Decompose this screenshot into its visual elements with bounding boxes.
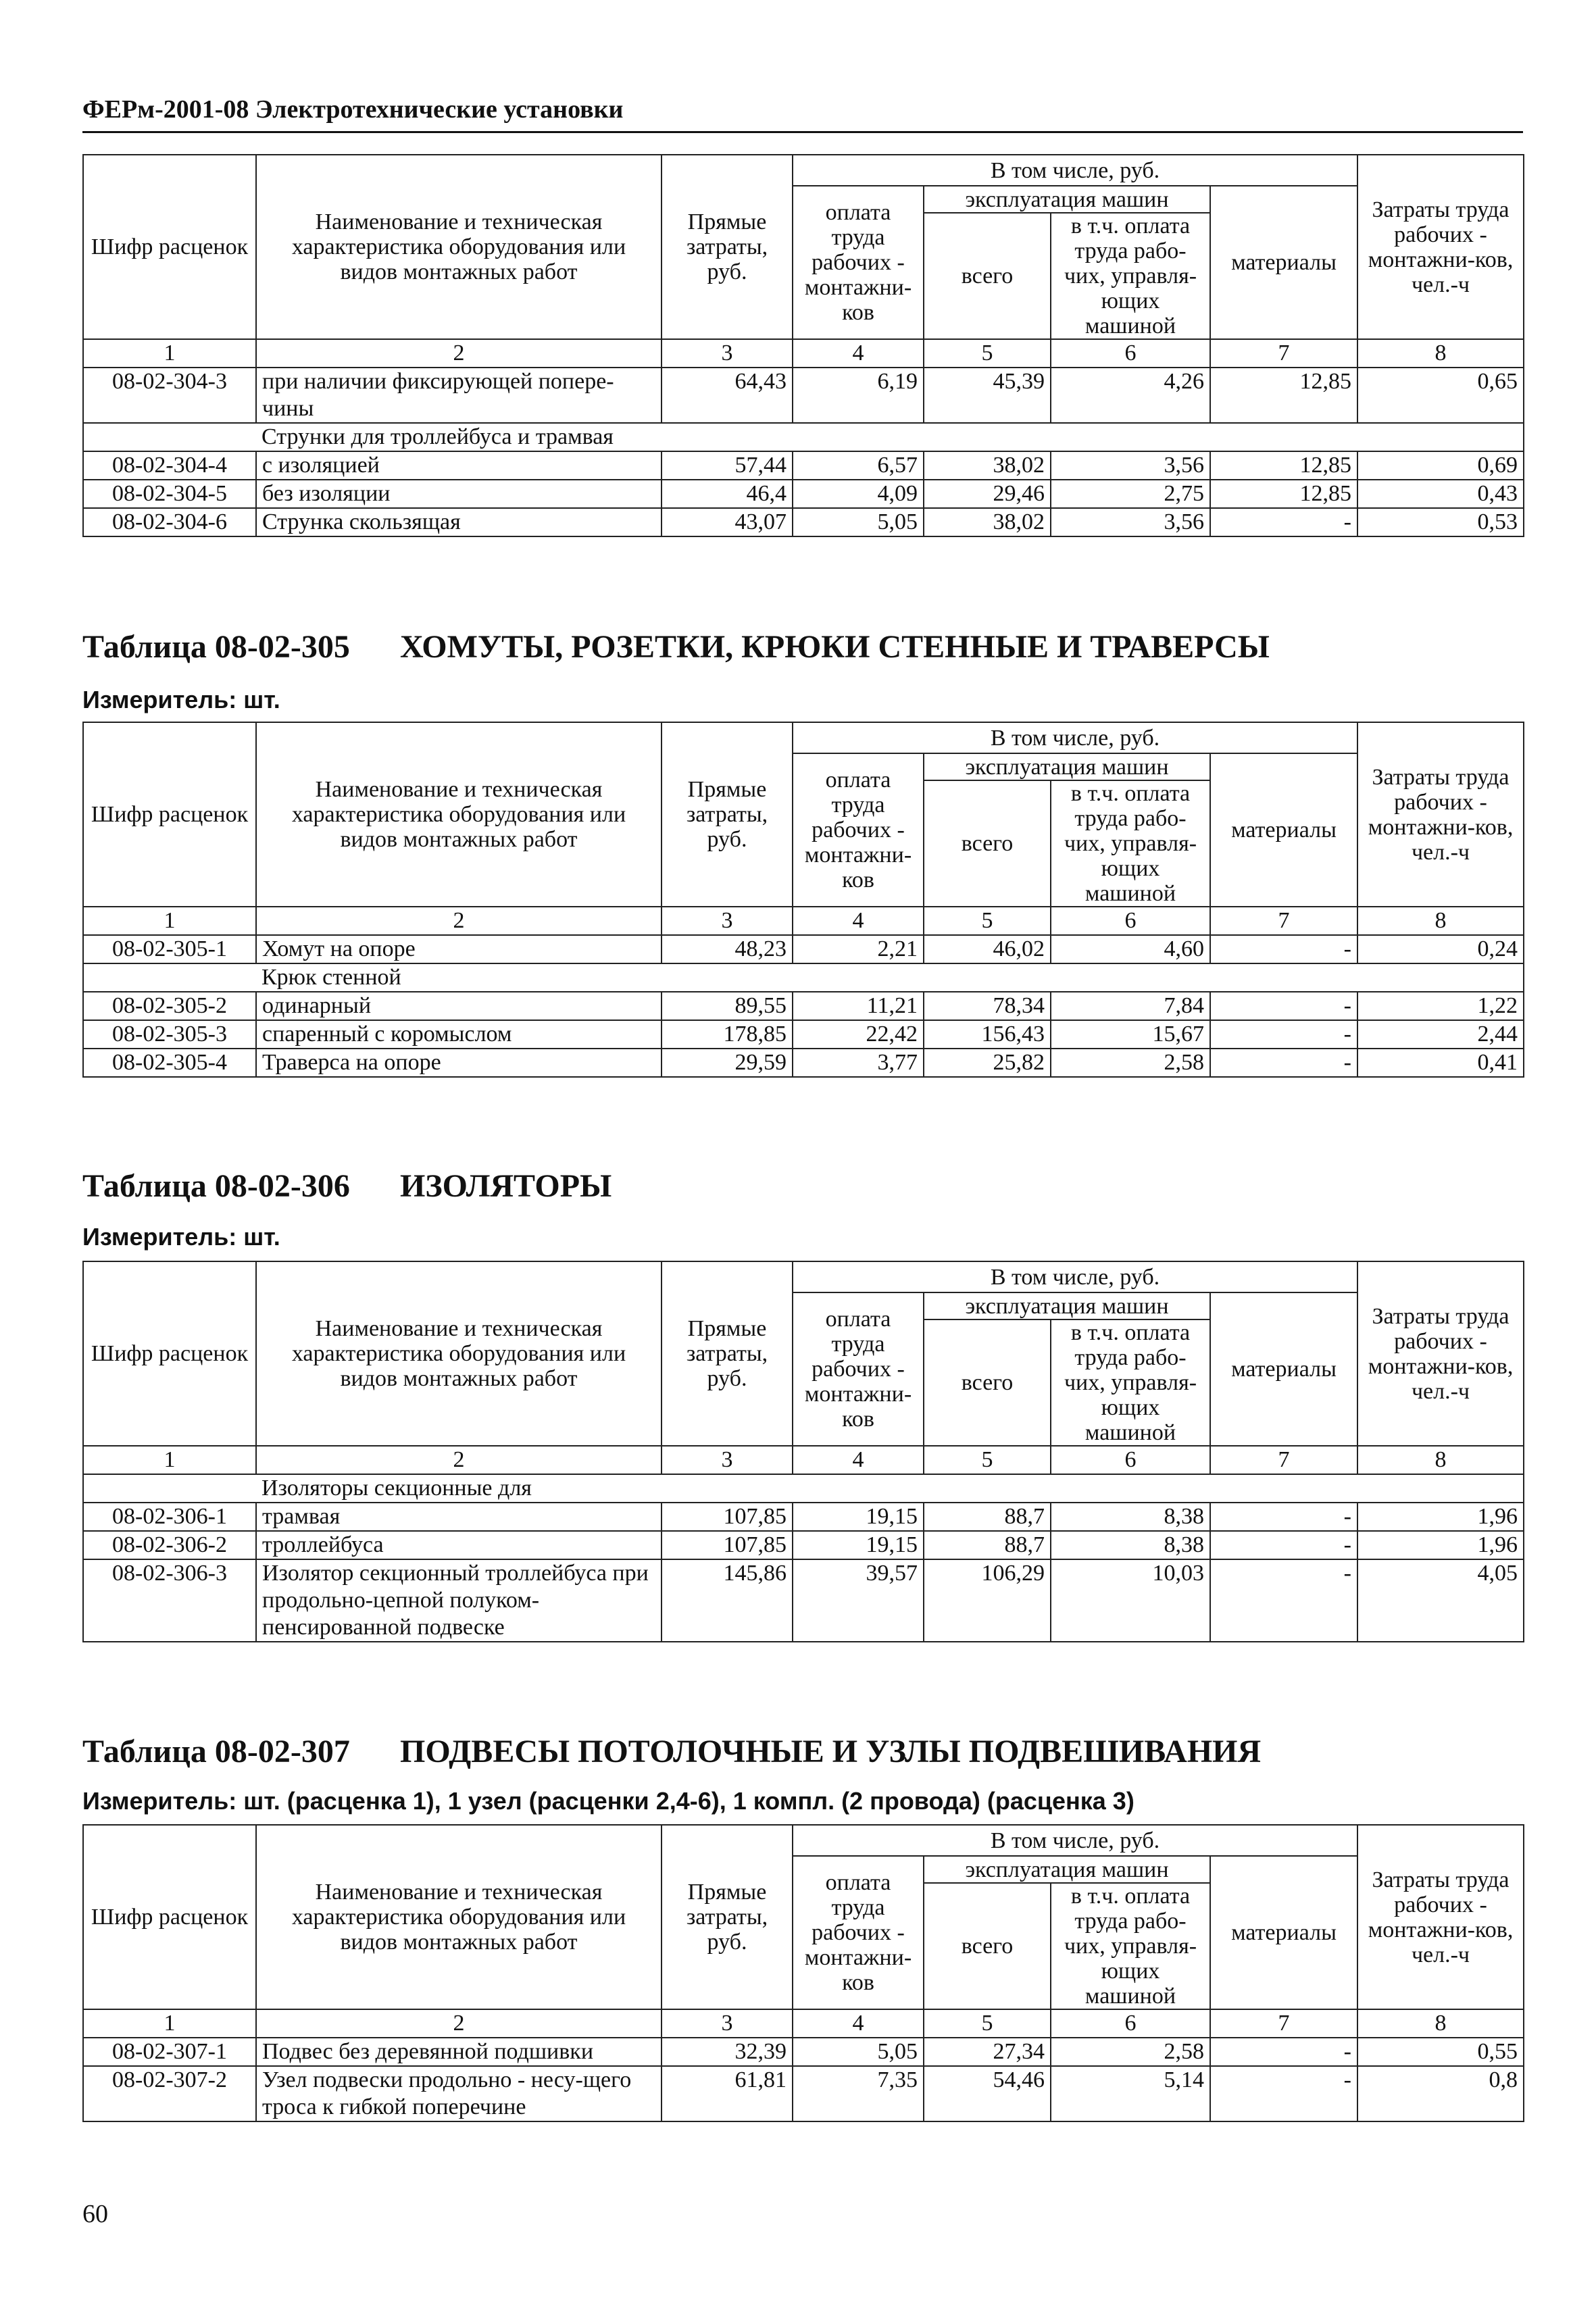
- header-code: Шифр расценок: [83, 1825, 256, 2009]
- header-labor-costs: Затраты труда рабочих - монтажни-ков, чел.-ч: [1357, 155, 1524, 339]
- header-code: Шифр расценок: [83, 722, 256, 907]
- column-number: 5: [924, 339, 1051, 368]
- table-name: ИЗОЛЯТОРЫ: [400, 1168, 612, 1204]
- header-materials: материалы: [1210, 753, 1357, 907]
- direct-costs: 107,85: [662, 1531, 793, 1559]
- machine-total: 45,39: [924, 368, 1051, 423]
- machine-wages: 8,38: [1051, 1531, 1210, 1559]
- column-number: 1: [83, 2009, 256, 2038]
- table-row: [83, 2038, 1524, 2066]
- group-row: [83, 963, 1524, 992]
- column-number: 4: [793, 339, 924, 368]
- wages-value: 7,35: [793, 2066, 924, 2121]
- labor-value: 0,8: [1357, 2066, 1524, 2121]
- column-number: 2: [256, 2009, 662, 2038]
- header-machine-operation: эксплуатация машин: [924, 186, 1210, 213]
- labor-value: 1,96: [1357, 1503, 1524, 1531]
- header-name: Наименование и техническая характеристика оборудования или видов монтажных работ: [256, 1261, 662, 1446]
- labor-value: 0,41: [1357, 1049, 1524, 1077]
- rate-name: с изоляцией: [256, 451, 662, 480]
- table-row: [83, 1020, 1524, 1049]
- column-number: 3: [662, 907, 793, 935]
- machine-wages: 5,14: [1051, 2066, 1210, 2121]
- machine-wages: 2,75: [1051, 480, 1210, 508]
- rate-name: Подвес без деревянной подшивки: [256, 2038, 662, 2066]
- rate-name: Струнка скользящая: [256, 508, 662, 536]
- labor-value: 0,24: [1357, 935, 1524, 963]
- group-spacer: [83, 963, 256, 992]
- materials-value: -: [1210, 2066, 1357, 2121]
- table-title-306: [82, 1167, 612, 1205]
- table-row: [83, 1531, 1524, 1559]
- header-code: Шифр расценок: [83, 1261, 256, 1446]
- header-including: В том числе, руб.: [793, 722, 1357, 753]
- machine-total: 106,29: [924, 1559, 1051, 1642]
- header-machine-wages: в т.ч. оплата труда рабо-чих, управля-ющих машиной: [1051, 213, 1210, 339]
- measure-unit: Измеритель: шт. (расценка 1), 1 узел (расценки 2,4-6), 1 компл. (2 провода) (расценка 3): [82, 1787, 1134, 1815]
- machine-wages: 10,03: [1051, 1559, 1210, 1642]
- rate-code: 08-02-304-3: [83, 368, 256, 423]
- column-number: 3: [662, 1446, 793, 1474]
- rate-name: троллейбуса: [256, 1531, 662, 1559]
- wages-value: 5,05: [793, 508, 924, 536]
- materials-value: -: [1210, 1503, 1357, 1531]
- direct-costs: 43,07: [662, 508, 793, 536]
- direct-costs: 32,39: [662, 2038, 793, 2066]
- column-number: 2: [256, 339, 662, 368]
- header-including: В том числе, руб.: [793, 1825, 1357, 1856]
- wages-value: 4,09: [793, 480, 924, 508]
- labor-value: 4,05: [1357, 1559, 1524, 1642]
- materials-value: -: [1210, 2038, 1357, 2066]
- rate-name: без изоляции: [256, 480, 662, 508]
- table-row: [83, 480, 1524, 508]
- column-number: 8: [1357, 907, 1524, 935]
- header-direct-costs: Прямые затраты, руб.: [662, 722, 793, 907]
- table-row: [83, 1559, 1524, 1642]
- measure-unit: Измеритель: шт.: [82, 1223, 280, 1251]
- header-machine-total: всего: [924, 1883, 1051, 2009]
- header-machine-total: всего: [924, 213, 1051, 339]
- rate-name: Изолятор секционный троллейбуса при продольно-цепной полуком-пенсированной подвеске: [256, 1559, 662, 1642]
- column-number: 8: [1357, 1446, 1524, 1474]
- column-number: 6: [1051, 1446, 1210, 1474]
- header-materials: материалы: [1210, 1856, 1357, 2009]
- table-row: [83, 368, 1524, 423]
- rate-name: одинарный: [256, 992, 662, 1020]
- rate-code: 08-02-306-2: [83, 1531, 256, 1559]
- header-including: В том числе, руб.: [793, 1261, 1357, 1292]
- wages-value: 5,05: [793, 2038, 924, 2066]
- header-machine-wages: в т.ч. оплата труда рабо-чих, управля-ющих машиной: [1051, 780, 1210, 907]
- page-number: 60: [82, 2200, 108, 2228]
- table-number: Таблица 08-02-306: [82, 1168, 350, 1204]
- table-row: [83, 1049, 1524, 1077]
- rate-code: 08-02-307-1: [83, 2038, 256, 2066]
- rate-name: Траверса на опоре: [256, 1049, 662, 1077]
- table-title-305: [82, 628, 1270, 665]
- rate-code: 08-02-304-5: [83, 480, 256, 508]
- direct-costs: 89,55: [662, 992, 793, 1020]
- materials-value: -: [1210, 1559, 1357, 1642]
- rate-name: спаренный с коромыслом: [256, 1020, 662, 1049]
- group-label: Крюк стенной: [256, 963, 1524, 992]
- rate-code: 08-02-304-6: [83, 508, 256, 536]
- labor-value: 0,69: [1357, 451, 1524, 480]
- materials-value: -: [1210, 1049, 1357, 1077]
- column-number: 8: [1357, 339, 1524, 368]
- header-direct-costs: Прямые затраты, руб.: [662, 155, 793, 339]
- column-number: 7: [1210, 2009, 1357, 2038]
- header-materials: материалы: [1210, 186, 1357, 339]
- labor-value: 1,22: [1357, 992, 1524, 1020]
- rate-code: 08-02-305-1: [83, 935, 256, 963]
- column-number: 6: [1051, 2009, 1210, 2038]
- header-wages: оплата труда рабочих - монтажни-ков: [793, 186, 924, 339]
- header-labor-costs: Затраты труда рабочих - монтажни-ков, чел.-ч: [1357, 722, 1524, 907]
- table-name: ПОДВЕСЫ ПОТОЛОЧНЫЕ И УЗЛЫ ПОДВЕШИВАНИЯ: [400, 1734, 1262, 1769]
- header-direct-costs: Прямые затраты, руб.: [662, 1261, 793, 1446]
- rate-code: 08-02-306-1: [83, 1503, 256, 1531]
- header-materials: материалы: [1210, 1292, 1357, 1446]
- materials-value: 12,85: [1210, 480, 1357, 508]
- rate-name: трамвая: [256, 1503, 662, 1531]
- header-wages: оплата труда рабочих - монтажни-ков: [793, 1856, 924, 2009]
- machine-wages: 8,38: [1051, 1503, 1210, 1531]
- table-title-307: [82, 1733, 1261, 1770]
- column-number: 5: [924, 2009, 1051, 2038]
- machine-total: 88,7: [924, 1503, 1051, 1531]
- direct-costs: 145,86: [662, 1559, 793, 1642]
- column-number: 4: [793, 907, 924, 935]
- header-machine-total: всего: [924, 1319, 1051, 1446]
- machine-total: 38,02: [924, 508, 1051, 536]
- table-row: [83, 1503, 1524, 1531]
- header-direct-costs: Прямые затраты, руб.: [662, 1825, 793, 2009]
- header-name: Наименование и техническая характеристика оборудования или видов монтажных работ: [256, 155, 662, 339]
- column-number: 4: [793, 1446, 924, 1474]
- machine-wages: 15,67: [1051, 1020, 1210, 1049]
- materials-value: 12,85: [1210, 368, 1357, 423]
- table-row: [83, 451, 1524, 480]
- direct-costs: 107,85: [662, 1503, 793, 1531]
- column-number: 6: [1051, 339, 1210, 368]
- column-number: 3: [662, 2009, 793, 2038]
- direct-costs: 29,59: [662, 1049, 793, 1077]
- column-number: 2: [256, 907, 662, 935]
- header-wages: оплата труда рабочих - монтажни-ков: [793, 753, 924, 907]
- materials-value: -: [1210, 992, 1357, 1020]
- column-number: 1: [83, 339, 256, 368]
- direct-costs: 48,23: [662, 935, 793, 963]
- table-name: ХОМУТЫ, РОЗЕТКИ, КРЮКИ СТЕННЫЕ И ТРАВЕРСЫ: [400, 629, 1270, 665]
- machine-total: 38,02: [924, 451, 1051, 480]
- column-number: 1: [83, 1446, 256, 1474]
- direct-costs: 57,44: [662, 451, 793, 480]
- machine-total: 54,46: [924, 2066, 1051, 2121]
- column-number: 1: [83, 907, 256, 935]
- header-rule: [82, 131, 1523, 133]
- materials-value: 12,85: [1210, 451, 1357, 480]
- wages-value: 2,21: [793, 935, 924, 963]
- table-row: [83, 508, 1524, 536]
- materials-value: -: [1210, 508, 1357, 536]
- direct-costs: 46,4: [662, 480, 793, 508]
- machine-total: 78,34: [924, 992, 1051, 1020]
- machine-total: 88,7: [924, 1531, 1051, 1559]
- group-label: Струнки для троллейбуса и трамвая: [256, 423, 1524, 451]
- header-name: Наименование и техническая характеристика оборудования или видов монтажных работ: [256, 722, 662, 907]
- column-number: 2: [256, 1446, 662, 1474]
- labor-value: 0,43: [1357, 480, 1524, 508]
- table-row: [83, 935, 1524, 963]
- wages-value: 11,21: [793, 992, 924, 1020]
- rate-code: 08-02-305-3: [83, 1020, 256, 1049]
- machine-wages: 4,60: [1051, 935, 1210, 963]
- header-machine-total: всего: [924, 780, 1051, 907]
- header-wages: оплата труда рабочих - монтажни-ков: [793, 1292, 924, 1446]
- rates-table-307: [82, 1824, 1524, 2122]
- wages-value: 6,19: [793, 368, 924, 423]
- wages-value: 39,57: [793, 1559, 924, 1642]
- rate-code: 08-02-305-4: [83, 1049, 256, 1077]
- rates-table-304: [82, 154, 1524, 537]
- table-row: [83, 2066, 1524, 2121]
- measure-unit: Измеритель: шт.: [82, 686, 280, 713]
- rate-name: Узел подвески продольно - несу-щего троса к гибкой поперечине: [256, 2066, 662, 2121]
- column-number: 7: [1210, 1446, 1357, 1474]
- machine-total: 156,43: [924, 1020, 1051, 1049]
- column-number: 7: [1210, 339, 1357, 368]
- rate-name: при наличии фиксирующей попере-чины: [256, 368, 662, 423]
- table-number: Таблица 08-02-305: [82, 629, 350, 665]
- labor-value: 0,65: [1357, 368, 1524, 423]
- wages-value: 3,77: [793, 1049, 924, 1077]
- wages-value: 19,15: [793, 1503, 924, 1531]
- labor-value: 0,55: [1357, 2038, 1524, 2066]
- header-labor-costs: Затраты труда рабочих - монтажни-ков, чел.-ч: [1357, 1261, 1524, 1446]
- column-number: 5: [924, 907, 1051, 935]
- direct-costs: 178,85: [662, 1020, 793, 1049]
- rate-code: 08-02-305-2: [83, 992, 256, 1020]
- table-row: [83, 992, 1524, 1020]
- wages-value: 22,42: [793, 1020, 924, 1049]
- header-name: Наименование и техническая характеристика оборудования или видов монтажных работ: [256, 1825, 662, 2009]
- rate-code: 08-02-306-3: [83, 1559, 256, 1642]
- materials-value: -: [1210, 935, 1357, 963]
- header-machine-wages: в т.ч. оплата труда рабо-чих, управля-ющих машиной: [1051, 1319, 1210, 1446]
- rate-code: 08-02-307-2: [83, 2066, 256, 2121]
- header-labor-costs: Затраты труда рабочих - монтажни-ков, чел.-ч: [1357, 1825, 1524, 2009]
- table-number: Таблица 08-02-307: [82, 1734, 350, 1769]
- machine-wages: 3,56: [1051, 451, 1210, 480]
- header-including: В том числе, руб.: [793, 155, 1357, 186]
- materials-value: -: [1210, 1531, 1357, 1559]
- group-row: [83, 423, 1524, 451]
- direct-costs: 64,43: [662, 368, 793, 423]
- wages-value: 19,15: [793, 1531, 924, 1559]
- rate-code: 08-02-304-4: [83, 451, 256, 480]
- machine-total: 46,02: [924, 935, 1051, 963]
- machine-wages: 7,84: [1051, 992, 1210, 1020]
- wages-value: 6,57: [793, 451, 924, 480]
- machine-wages: 4,26: [1051, 368, 1210, 423]
- machine-wages: 2,58: [1051, 1049, 1210, 1077]
- labor-value: 1,96: [1357, 1531, 1524, 1559]
- machine-wages: 3,56: [1051, 508, 1210, 536]
- machine-total: 27,34: [924, 2038, 1051, 2066]
- rates-table-306: [82, 1261, 1524, 1642]
- header-machine-operation: эксплуатация машин: [924, 1856, 1210, 1883]
- column-number: 4: [793, 2009, 924, 2038]
- column-number: 5: [924, 1446, 1051, 1474]
- rates-table-305: [82, 722, 1524, 1078]
- header-machine-wages: в т.ч. оплата труда рабо-чих, управля-ющих машиной: [1051, 1883, 1210, 2009]
- group-label: Изоляторы секционные для: [256, 1474, 1524, 1503]
- labor-value: 2,44: [1357, 1020, 1524, 1049]
- header-machine-operation: эксплуатация машин: [924, 1292, 1210, 1319]
- machine-total: 25,82: [924, 1049, 1051, 1077]
- header-machine-operation: эксплуатация машин: [924, 753, 1210, 780]
- rate-name: Хомут на опоре: [256, 935, 662, 963]
- machine-total: 29,46: [924, 480, 1051, 508]
- group-row: [83, 1474, 1524, 1503]
- labor-value: 0,53: [1357, 508, 1524, 536]
- column-number: 8: [1357, 2009, 1524, 2038]
- column-number: 3: [662, 339, 793, 368]
- machine-wages: 2,58: [1051, 2038, 1210, 2066]
- column-number: 7: [1210, 907, 1357, 935]
- materials-value: -: [1210, 1020, 1357, 1049]
- page-header: ФЕРм-2001-08 Электротехнические установки: [82, 95, 624, 124]
- header-code: Шифр расценок: [83, 155, 256, 339]
- column-number: 6: [1051, 907, 1210, 935]
- group-spacer: [83, 423, 256, 451]
- direct-costs: 61,81: [662, 2066, 793, 2121]
- group-spacer: [83, 1474, 256, 1503]
